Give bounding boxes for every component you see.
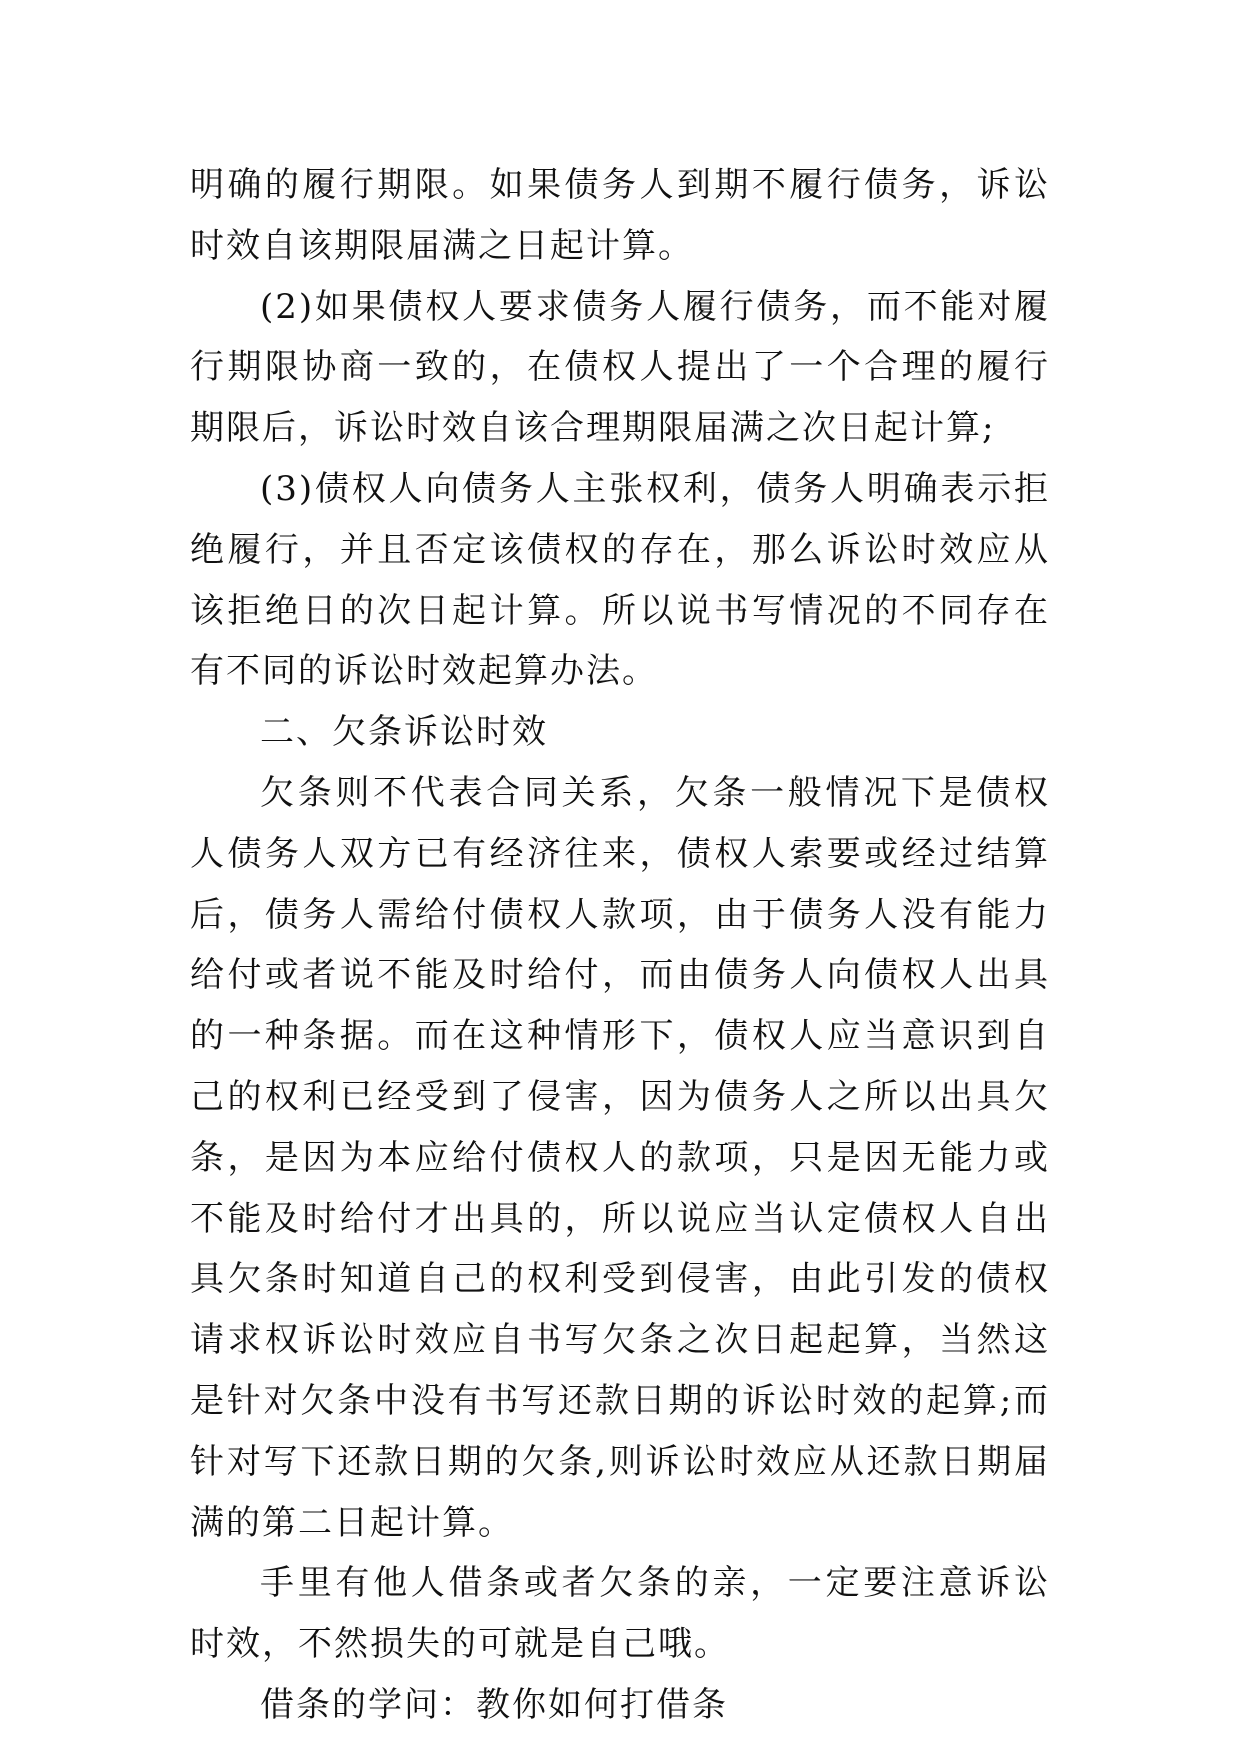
- paragraph-item-3: (3)债权人向债务人主张权利，债务人明确表示拒绝履行，并且否定该债权的存在，那么诉讼时效应从该拒绝日的次日起计算。所以说书写情况的不同存在有不同的诉讼时效起算办法。: [190, 468, 1050, 692]
- document-page: [190, 155, 1050, 1736]
- section-heading-iou-limitation: 二、欠条诉讼时效: [260, 712, 548, 753]
- section-heading-loan-note: 借条的学问：教你如何打借条: [260, 1684, 728, 1725]
- paragraph-iou-explanation: 欠条则不代表合同关系，欠条一般情况下是债权人债务人双方已有经济往来，债权人索要或经过结算后，债务人需给付债权人款项，由于债务人没有能力给付或者说不能及时给付，而由债务人向债权人出具的一种条据。而在这种情形下，债权人应当意识到自己的权利已经受到了侵害，因为债务人之所以出具欠条，是因为本应给付债权人的款项，只是因无能力或不能及时给付才出具的，所以说应当认定债权人自出具欠条时知道自己的权利受到侵害，由此引发的债权请求权诉讼时效应自书写欠条之次日起起算，当然这是针对欠条中没有书写还款日期的诉讼时效的起算;而针对写下还款日期的欠条,则诉讼时效应从还款日期届满的第二日起计算。: [190, 772, 1050, 1543]
- paragraph-item-2: (2)如果债权人要求债务人履行债务，而不能对履行期限协商一致的，在债权人提出了一个合理的履行期限后，诉讼时效自该合理期限届满之次日起计算;: [190, 286, 1050, 449]
- paragraph-reminder: 手里有他人借条或者欠条的亲，一定要注意诉讼时效，不然损失的可就是自己哦。: [190, 1563, 1050, 1665]
- paragraph-deadline-continuation: 明确的履行期限。如果债务人到期不履行债务，诉讼时效自该期限届满之日起计算。: [190, 165, 1050, 266]
